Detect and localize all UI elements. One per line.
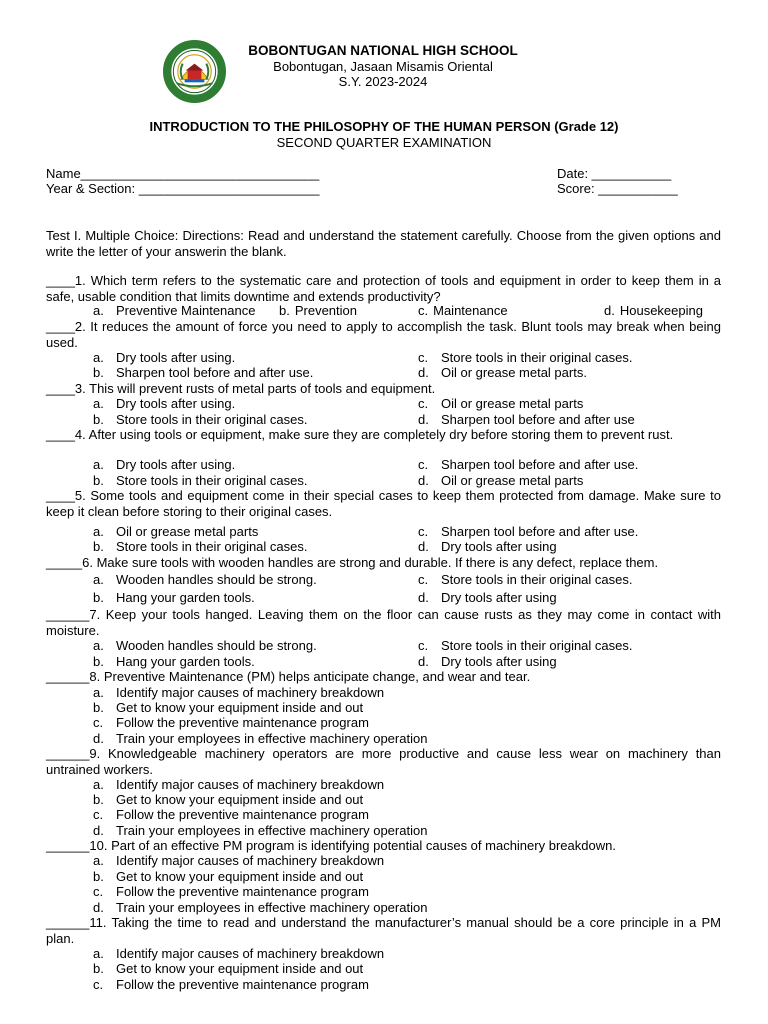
option-text: Identify major causes of machinery breakdown [116, 853, 385, 868]
answer-option [418, 365, 587, 380]
option-text: Preventive Maintenance [116, 303, 256, 318]
option-letter: a. [93, 685, 104, 700]
option-letter: c. [418, 350, 429, 365]
answer-option [93, 977, 369, 992]
option-text: Oil or grease metal parts. [441, 365, 587, 380]
question-text: ____3. This will prevent rusts of metal parts of tools and equipment. [46, 381, 436, 396]
option-text: Wooden handles should be strong. [116, 572, 317, 587]
option-text: Identify major causes of machinery breakdown [116, 946, 385, 961]
option-letter: b. [93, 869, 104, 884]
answer-option [418, 590, 557, 605]
answer-option [604, 303, 703, 318]
question-text: ______11. Taking the time to read and understand the manufacturer’s manual should be a core principle in a PM plan. [46, 915, 721, 946]
exam-subtitle: SECOND QUARTER EXAMINATION [276, 135, 492, 150]
answer-option [93, 715, 369, 730]
option-letter: a. [93, 303, 104, 318]
exam-title: INTRODUCTION TO THE PHILOSOPHY OF THE HUMAN PERSON (Grade 12) [149, 119, 619, 134]
answer-option [418, 654, 557, 669]
option-letter: d. [93, 731, 104, 746]
answer-option [93, 731, 427, 746]
answer-option [418, 572, 632, 587]
answer-option [93, 350, 235, 365]
answer-option [93, 685, 384, 700]
school-address: Bobontugan, Jasaan Misamis Oriental [273, 59, 493, 74]
option-text: Dry tools after using [441, 590, 557, 605]
answer-option [93, 572, 317, 587]
question-text: ______10. Part of an effective PM program is identifying potential causes of machinery breakdown. [46, 838, 616, 853]
option-text: Maintenance [433, 303, 508, 318]
option-text: Follow the preventive maintenance program [116, 884, 369, 899]
answer-option [93, 946, 384, 961]
option-letter: c. [418, 572, 429, 587]
option-text: Identify major causes of machinery breakdown [116, 777, 385, 792]
option-text: Get to know your equipment inside and out [116, 869, 364, 884]
option-text: Oil or grease metal parts [441, 396, 584, 411]
option-letter: b. [93, 473, 104, 488]
option-letter: d. [604, 303, 615, 318]
year-section-field: Year & Section: _________________________ [46, 181, 320, 196]
option-text: Train your employees in effective machinery operation [116, 823, 428, 838]
answer-option [93, 524, 258, 539]
answer-option [93, 412, 307, 427]
option-letter: d. [418, 365, 429, 380]
school-name: BOBONTUGAN NATIONAL HIGH SCHOOL [248, 43, 518, 58]
answer-option [418, 303, 508, 318]
school-year: S.Y. 2023-2024 [338, 74, 428, 89]
option-text: Follow the preventive maintenance program [116, 977, 369, 992]
option-letter: a. [93, 572, 104, 587]
option-text: Dry tools after using. [116, 350, 236, 365]
answer-option [93, 869, 363, 884]
option-text: Sharpen tool before and after use. [441, 524, 639, 539]
answer-option [93, 823, 427, 838]
option-text: Prevention [294, 303, 357, 318]
option-text: Identify major causes of machinery breakdown [116, 685, 385, 700]
answer-option [418, 412, 635, 427]
option-text: Store tools in their original cases. [116, 473, 308, 488]
test-directions: Test I. Multiple Choice: Directions: Read and understand the statement carefully. Choose from the given options and write the letter of your answerin the blank. [46, 228, 721, 259]
option-text: Oil or grease metal parts [116, 524, 259, 539]
option-text: Train your employees in effective machinery operation [116, 900, 428, 915]
date-field: Date: ___________ [557, 166, 672, 181]
option-letter: b. [93, 700, 104, 715]
option-text: Sharpen tool before and after use [441, 412, 635, 427]
answer-option [418, 524, 638, 539]
option-letter: c. [418, 457, 429, 472]
answer-option [418, 473, 583, 488]
option-text: Sharpen tool before and after use. [441, 457, 639, 472]
option-letter: d. [93, 823, 104, 838]
option-text: Follow the preventive maintenance program [116, 807, 369, 822]
answer-option [93, 473, 307, 488]
answer-option [93, 961, 363, 976]
answer-option [418, 638, 632, 653]
answer-option [418, 396, 583, 411]
answer-option [93, 396, 235, 411]
option-text: Housekeeping [619, 303, 703, 318]
option-text: Follow the preventive maintenance program [116, 715, 369, 730]
option-letter: d. [418, 539, 429, 554]
option-letter: b. [93, 365, 104, 380]
question-text: ______7. Keep your tools hanged. Leaving them on the floor can cause rusts as they may come in contact with moisture. [46, 607, 721, 638]
option-text: Store tools in their original cases. [441, 350, 633, 365]
option-letter: a. [93, 853, 104, 868]
question-text: ____5. Some tools and equipment come in their special cases to keep them protected from damage. Make sure to keep it clean before storing to their original cases. [46, 488, 721, 519]
answer-option [93, 792, 363, 807]
option-letter: c. [93, 884, 104, 899]
option-letter: b. [93, 412, 104, 427]
option-text: Dry tools after using [441, 539, 557, 554]
answer-option [279, 303, 357, 318]
answer-option [93, 590, 255, 605]
option-letter: c. [418, 638, 429, 653]
school-seal-icon [163, 40, 226, 103]
option-letter: b. [279, 303, 290, 318]
answer-option [93, 539, 307, 554]
answer-option [93, 365, 313, 380]
question-text: ______9. Knowledgeable machinery operators are more productive and cause less wear on machinery than untrained workers. [46, 746, 721, 777]
answer-option [93, 638, 317, 653]
answer-option [418, 539, 557, 554]
option-letter: c. [418, 396, 429, 411]
option-letter: a. [93, 946, 104, 961]
option-letter: c. [93, 977, 104, 992]
option-letter: c. [418, 303, 429, 318]
question-text: ____2. It reduces the amount of force you need to apply to accomplish the task. Blunt tools may break when being used. [46, 319, 721, 350]
option-text: Store tools in their original cases. [116, 412, 308, 427]
exam-title-block [0, 119, 768, 151]
question-text: ____1. Which term refers to the systematic care and protection of tools and equipment in order to keep them in a safe, usable condition that limits downtime and extends productivity? [46, 273, 721, 304]
answer-option [93, 900, 427, 915]
option-text: Get to know your equipment inside and out [116, 792, 364, 807]
option-text: Train your employees in effective machinery operation [116, 731, 428, 746]
option-text: Wooden handles should be strong. [116, 638, 317, 653]
answer-option [93, 303, 255, 318]
answer-option [93, 654, 255, 669]
option-letter: a. [93, 350, 104, 365]
name-field: Name_________________________________ [46, 166, 320, 181]
question-text: _____6. Make sure tools with wooden handles are strong and durable. If there is any defect, replace them. [46, 555, 659, 570]
answer-option [93, 777, 384, 792]
option-text: Dry tools after using [441, 654, 557, 669]
answer-option [418, 350, 632, 365]
option-letter: a. [93, 457, 104, 472]
answer-option [93, 457, 235, 472]
school-header [233, 43, 533, 89]
option-letter: a. [93, 777, 104, 792]
option-letter: b. [93, 792, 104, 807]
answer-option [93, 853, 384, 868]
option-letter: c. [93, 715, 104, 730]
answer-option [418, 457, 638, 472]
question-text: ____4. After using tools or equipment, make sure they are completely dry before storing them to prevent rust. [46, 427, 674, 442]
answer-option [93, 700, 363, 715]
option-text: Oil or grease metal parts [441, 473, 584, 488]
option-text: Get to know your equipment inside and out [116, 700, 364, 715]
score-field: Score: ___________ [557, 181, 678, 196]
option-letter: a. [93, 524, 104, 539]
option-text: Sharpen tool before and after use. [116, 365, 314, 380]
option-letter: b. [93, 539, 104, 554]
option-letter: a. [93, 396, 104, 411]
option-text: Hang your garden tools. [116, 654, 255, 669]
answer-option [93, 807, 369, 822]
option-text: Store tools in their original cases. [441, 638, 633, 653]
option-text: Hang your garden tools. [116, 590, 255, 605]
option-text: Dry tools after using. [116, 396, 236, 411]
option-text: Store tools in their original cases. [441, 572, 633, 587]
question-text: ______8. Preventive Maintenance (PM) helps anticipate change, and wear and tear. [46, 669, 531, 684]
option-letter: a. [93, 638, 104, 653]
option-letter: b. [93, 654, 104, 669]
option-letter: b. [93, 590, 104, 605]
option-letter: c. [93, 807, 104, 822]
option-letter: b. [93, 961, 104, 976]
option-text: Store tools in their original cases. [116, 539, 308, 554]
option-letter: d. [418, 473, 429, 488]
option-text: Get to know your equipment inside and out [116, 961, 364, 976]
option-letter: d. [93, 900, 104, 915]
option-text: Dry tools after using. [116, 457, 236, 472]
option-letter: c. [418, 524, 429, 539]
option-letter: d. [418, 590, 429, 605]
answer-option [93, 884, 369, 899]
option-letter: d. [418, 412, 429, 427]
option-letter: d. [418, 654, 429, 669]
